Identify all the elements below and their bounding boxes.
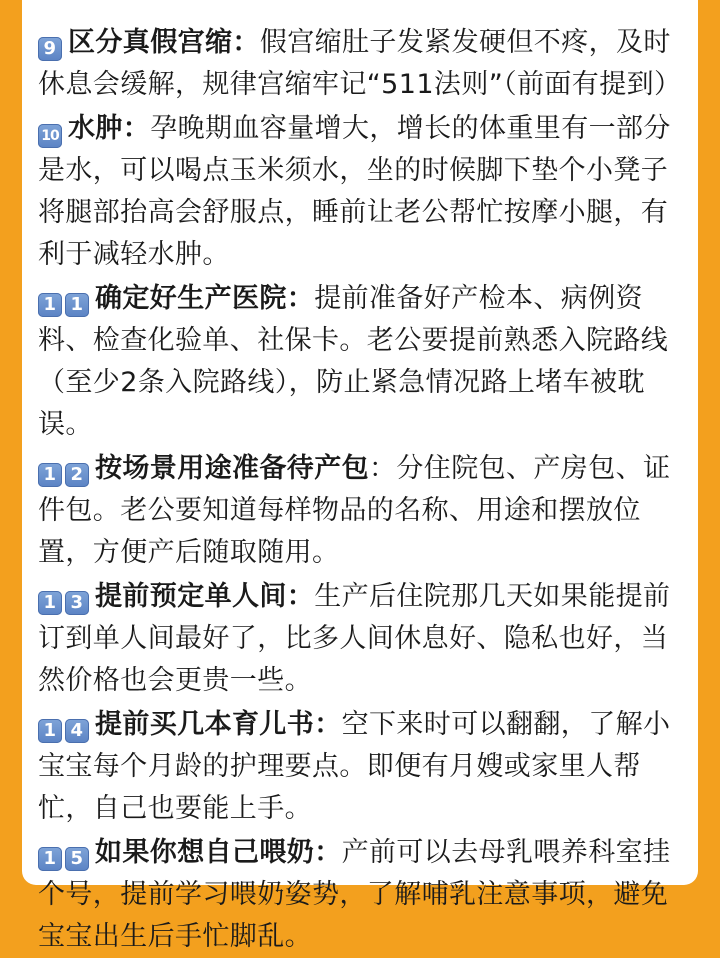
number-badge-icon <box>38 719 89 743</box>
number-badge-icon <box>38 463 89 487</box>
tip-text: 空下来时可以翻翻，了解小宝宝每个月龄的护理要点。即便有月嫂或家里人帮忙，自己也要能上手。 <box>38 709 671 824</box>
keycap-digit: 10 <box>38 124 62 148</box>
number-badge-icon <box>38 847 89 871</box>
tip-title: 如果你想自己喂奶： <box>95 837 342 868</box>
tip-text: ：分住院包、产房包、证件包。老公要知道每样物品的名称、用途和摆放位置，方便产后随取随用。 <box>38 453 671 568</box>
keycap-digit: 1 <box>38 463 62 487</box>
tip-text: 产前可以去母乳喂养科室挂个号，提前学习喂奶姿势，了解哺乳注意事项，避免宝宝出生后手忙脚乱。 <box>38 837 671 952</box>
content-card <box>22 0 698 952</box>
keycap-digit: 1 <box>38 293 62 317</box>
tip-title: 水肿： <box>68 113 151 144</box>
keycap-digit: 3 <box>65 591 89 615</box>
keycap-digit: 4 <box>65 719 89 743</box>
keycap-digit: 1 <box>38 719 62 743</box>
number-badge-icon <box>38 124 62 148</box>
tip-text: 提前准备好产检本、病例资料、检查化验单、社保卡。老公要提前熟悉入院路线（至少2条入院路线），防止紧急情况路上堵车被耽误。 <box>38 283 669 440</box>
number-badge-icon <box>38 591 89 615</box>
tip-text: 孕晚期血容量增大，增长的体重里有一部分是水，可以喝点玉米须水，坐的时候脚下垫个小凳子将腿部抬高会舒服点，睡前让老公帮忙按摩小腿，有利于减轻水肿。 <box>38 113 671 270</box>
tip-title: 提前预定单人间： <box>95 581 315 612</box>
keycap-digit: 9 <box>38 37 62 61</box>
keycap-digit: 1 <box>38 591 62 615</box>
keycap-digit: 1 <box>65 293 89 317</box>
keycap-digit: 2 <box>65 463 89 487</box>
number-badge-icon <box>38 293 89 317</box>
tip-item <box>38 704 686 830</box>
tip-item <box>38 278 686 446</box>
tip-text: 生产后住院那几天如果能提前订到单人间最好了，比多人间休息好、隐私也好，当然价格也会更贵一些。 <box>38 581 671 696</box>
keycap-digit: 5 <box>65 847 89 871</box>
tip-item <box>38 108 686 276</box>
tip-item <box>38 448 686 574</box>
keycap-digit: 1 <box>38 847 62 871</box>
tip-title: 提前买几本育儿书： <box>95 709 342 740</box>
tip-title: 确定好生产医院： <box>95 283 315 314</box>
number-badge-icon <box>38 37 62 61</box>
tip-item <box>38 576 686 702</box>
tip-item <box>38 22 686 106</box>
tip-title: 区分真假宫缩： <box>68 27 260 58</box>
tip-title: 按场景用途准备待产包 <box>95 453 369 484</box>
tip-text: 假宫缩肚子发紧发硬但不疼，及时休息会缓解，规律宫缩牢记“511法则”（前面有提到） <box>38 27 682 100</box>
tip-item <box>38 832 686 958</box>
tips-list <box>38 22 686 958</box>
